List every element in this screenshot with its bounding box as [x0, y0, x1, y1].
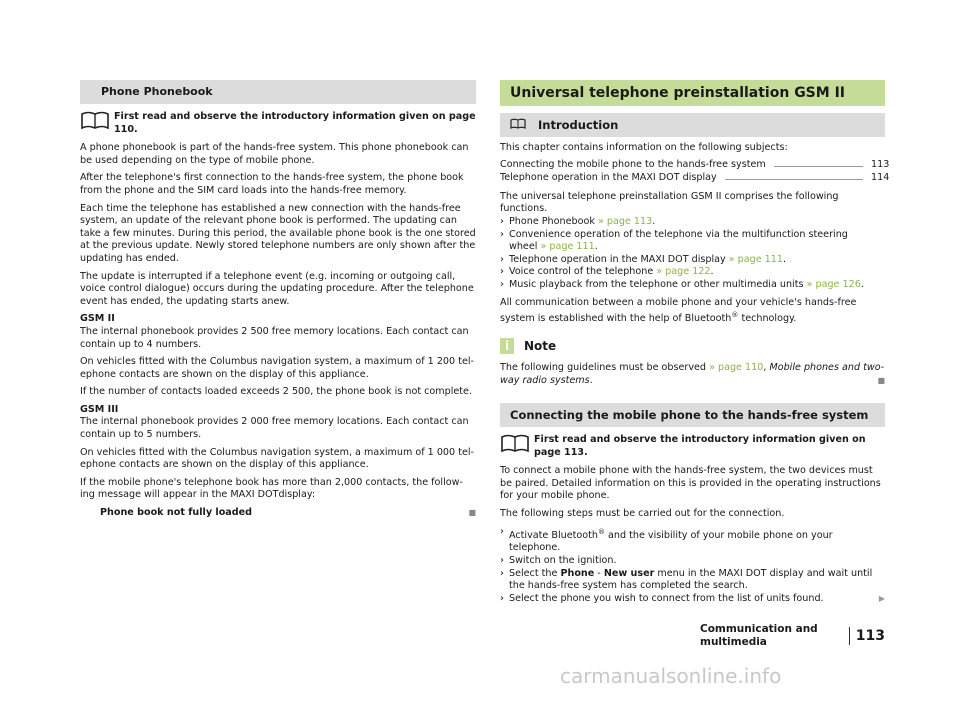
text: Activate Bluetooth	[509, 529, 598, 541]
step-item	[500, 593, 885, 606]
page-link[interactable]: » page 122	[656, 266, 711, 278]
punct: .	[860, 278, 864, 290]
text: All communication between a mobile phone and your vehicle's hands-free system is established with the help of Bluetooth	[500, 296, 857, 325]
read-first-note	[80, 109, 476, 136]
step-item	[500, 555, 885, 568]
function-text: Music playback from the telephone or other multimedia units	[509, 278, 804, 290]
arrow-icon: ›	[500, 266, 504, 278]
text: -	[594, 567, 604, 579]
function-item	[500, 266, 885, 279]
open-book-icon	[80, 109, 114, 136]
gsm3-heading: GSM III	[80, 403, 119, 415]
punct: .	[652, 215, 656, 227]
function-text: Convenience operation of the telephone via the multifunction steering	[509, 228, 848, 240]
paragraph: To connect a mobile phone with the hands-free system, the two devices must be paired. Detailed information on this is provided in the operating instructions for your mobile phone.	[500, 465, 881, 502]
gsm2-heading: GSM II	[80, 313, 115, 325]
paragraph: The internal phonebook provides 2 500 free memory locations. Each contact can contain up to 4 numbers.	[80, 325, 469, 350]
arrow-icon: ›	[500, 525, 504, 537]
footer-label: Communication and multimedia	[700, 623, 818, 648]
page-link[interactable]: » page 113	[597, 215, 653, 227]
right-column	[500, 80, 890, 605]
text: and the visibility of your mobile phone on your telephone.	[509, 529, 833, 554]
intro-heading	[500, 113, 885, 137]
registered-mark: ®	[731, 311, 739, 320]
punct: .	[783, 253, 787, 265]
note-text	[500, 362, 885, 387]
toc-page: 113	[871, 158, 890, 170]
continue-icon: ▶	[878, 593, 885, 603]
chapter-title: Universal telephone preinstallation GSM II	[500, 80, 885, 106]
step-item	[500, 568, 885, 593]
menu-phone: Phone	[560, 567, 595, 579]
functions-intro: The universal telephone preinstallation GSM II comprises the following functions.	[500, 190, 839, 215]
paragraph: On vehicles fitted with the Columbus navigation system, a maximum of 1 200 tel-ephone contacts are shown on the display of this appliance.	[80, 356, 474, 380]
arrow-icon: ›	[500, 592, 504, 604]
note-title: Note	[524, 338, 557, 353]
paragraph: The update is interrupted if a telephone event (e.g. incoming or outgoing call, voice control dialogue) occurs during the updating procedure. After the telephone event has ended, the updating starts anew.	[80, 270, 474, 307]
read-first-text: First read and observe the introductory information given on page 110.	[114, 111, 476, 135]
read-first-text: First read and observe the introductory information given on page 113.	[534, 434, 866, 458]
punct: .	[710, 266, 714, 278]
left-column	[80, 80, 476, 520]
paragraph: A phone phonebook is part of the hands-free system. This phone phonebook can be used depending on the type of mobile phone.	[80, 142, 469, 166]
text: The following guidelines must be observed	[500, 361, 710, 373]
function-text: Phone Phonebook	[509, 215, 595, 227]
function-item	[500, 254, 885, 267]
watermark: carmanualsonline.info	[560, 664, 782, 688]
page-link[interactable]: » page 111	[728, 253, 783, 265]
display-message-row	[80, 507, 476, 520]
function-item	[500, 229, 885, 254]
book-small-icon	[510, 114, 526, 138]
read-first-note	[500, 432, 885, 459]
toc-page: 114	[871, 172, 890, 184]
paragraph: The following steps must be carried out for the connection.	[500, 508, 785, 520]
text: ,	[763, 361, 770, 373]
page-link[interactable]: » page 110	[709, 361, 764, 373]
page-link[interactable]: » page 126	[806, 278, 861, 290]
text: Select the phone you wish to connect from the list of units found.	[509, 592, 824, 604]
paragraph: If the mobile phone's telephone book has more than 2,000 contacts, the follow-ing message will appear in the MAXI DOTdisplay:	[80, 476, 463, 501]
toc-row[interactable]	[500, 171, 890, 185]
arrow-icon: ›	[500, 567, 504, 579]
text: technology.	[738, 313, 797, 325]
section-title-connecting: Connecting the mobile phone to the hands-free system	[500, 403, 885, 427]
function-item	[500, 216, 885, 229]
function-item	[500, 279, 885, 292]
toc-leader	[725, 171, 863, 180]
text: Select the	[509, 567, 561, 579]
arrow-icon: ›	[500, 228, 504, 240]
toc-row[interactable]	[500, 158, 890, 172]
text: menu in the MAXI DOT display and wait until the hands-free system has completed the search.	[509, 567, 873, 592]
paragraph: If the number of contacts loaded exceeds 2 500, the phone book is not complete.	[80, 386, 472, 398]
toc-label: Connecting the mobile phone to the hands-free system	[500, 158, 766, 170]
section-end-icon: ■	[468, 508, 476, 518]
page-number: 113	[849, 627, 885, 645]
arrow-icon: ›	[500, 278, 504, 290]
step-item	[500, 526, 885, 555]
function-text: Telephone operation in the MAXI DOT display	[509, 253, 726, 265]
arrow-icon: ›	[500, 555, 504, 567]
registered-mark: ®	[597, 527, 605, 536]
section-title-phonebook: Phone Phonebook	[80, 80, 476, 104]
italic-text: Mobile phones and two-way radio systems	[500, 361, 885, 386]
page-footer	[700, 623, 885, 648]
paragraph: Each time the telephone has established a new connection with the hands-free system, an update of the relevant phone book is performed. The updating can take a few minutes. During this period, the available phone book is the one stored at the previous update. Newly stored telephone numbers are only shown after the updating has ended.	[80, 202, 476, 264]
paragraph: After the telephone's first connection to the hands-free system, the phone book from the phone and the SIM card loads into the hands-free memory.	[80, 172, 464, 196]
intro-title: Introduction	[538, 118, 619, 132]
intro-text: This chapter contains information on the following subjects:	[500, 142, 788, 153]
paragraph: The internal phonebook provides 2 000 free memory locations. Each contact can contain up to 5 numbers.	[80, 416, 469, 441]
text: .	[589, 374, 593, 386]
paragraph: On vehicles fitted with the Columbus navigation system, a maximum of 1 000 tel-ephone contacts are shown on the display of this appliance.	[80, 446, 474, 471]
function-text-wrap: wheel	[509, 241, 538, 253]
function-text: Voice control of the telephone	[509, 266, 654, 278]
text: Switch on the ignition.	[509, 555, 617, 567]
open-book-icon	[500, 432, 534, 459]
bluetooth-paragraph	[500, 297, 885, 326]
arrow-icon: ›	[500, 253, 504, 265]
punct: .	[594, 241, 598, 253]
arrow-icon: ›	[500, 215, 504, 227]
section-end-icon: ■	[877, 375, 885, 385]
page-link[interactable]: » page 111	[540, 241, 595, 253]
menu-new-user: New user	[603, 567, 655, 579]
info-icon: i	[500, 338, 514, 354]
display-message: Phone book not fully loaded	[100, 507, 253, 519]
toc-label: Telephone operation in the MAXI DOT display	[500, 172, 717, 184]
note-heading	[500, 338, 885, 354]
toc-leader	[774, 158, 863, 167]
